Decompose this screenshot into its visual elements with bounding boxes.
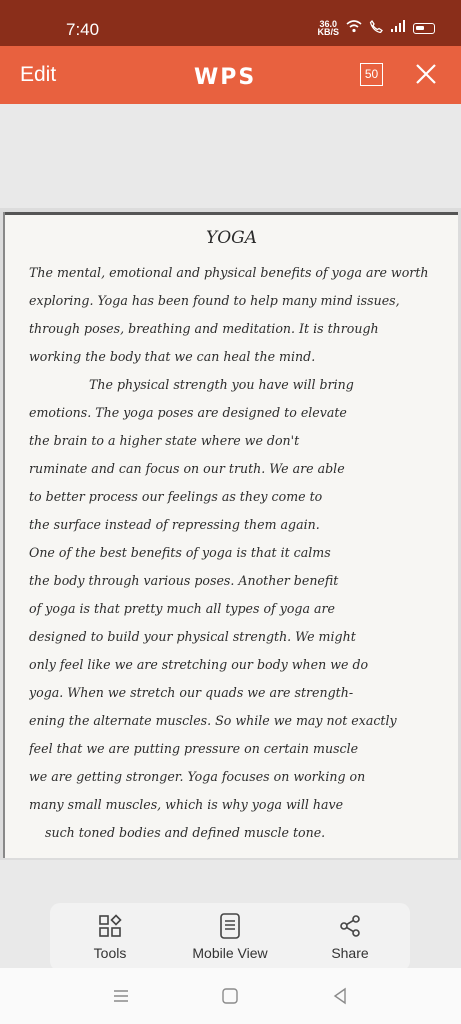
document-line: ening the alternate muscles. So while we may not exactly	[29, 713, 397, 728]
call-icon	[369, 20, 383, 36]
tools-button[interactable]	[50, 903, 170, 971]
document-line: One of the best benefits of yoga is that it calms	[29, 545, 331, 560]
net-speed-value: 36.0	[319, 19, 337, 29]
status-bar	[0, 0, 461, 46]
document-line: The mental, emotional and physical benefits of yoga are worth	[29, 265, 429, 280]
document-line: yoga. When we stretch our quads we are strength-	[29, 685, 354, 700]
mobile-view-label: Mobile View	[192, 945, 268, 961]
document-line: we are getting stronger. Yoga focuses on working on	[29, 769, 366, 784]
document-line: exploring. Yoga has been found to help many mind issues,	[29, 293, 400, 308]
document-line: the brain to a higher state where we don't	[29, 433, 300, 448]
document-line: many small muscles, which is why yoga will have	[29, 797, 344, 812]
document-line: the body through various poses. Another benefit	[29, 573, 339, 588]
edit-button[interactable]: Edit	[20, 63, 57, 86]
document-line: working the body that we can heal the mind.	[29, 349, 316, 364]
document-line: of yoga is that pretty much all types of yoga are	[29, 601, 335, 616]
document-line: designed to build your physical strength. We might	[29, 629, 356, 644]
app-header	[0, 46, 461, 104]
document-viewer[interactable]	[0, 208, 461, 860]
document-page	[3, 212, 458, 858]
document-line: to better process our feelings as they come to	[29, 489, 323, 504]
document-line: feel that we are putting pressure on certain muscle	[29, 741, 359, 756]
document-line: ruminate and can focus on our truth. We are able	[29, 461, 345, 476]
document-line: The physical strength you have will bring	[89, 377, 354, 392]
tools-label: Tools	[93, 945, 127, 961]
net-speed-unit: KB/S	[317, 27, 339, 37]
back-icon[interactable]	[328, 984, 352, 1008]
share-label: Share	[331, 945, 369, 961]
document-line: only feel like we are stretching our body when we do	[29, 657, 369, 672]
signal-icon	[390, 20, 406, 36]
tools-icon	[97, 913, 123, 939]
close-icon[interactable]	[414, 58, 438, 92]
battery-icon	[413, 23, 435, 34]
system-nav-bar	[0, 968, 461, 1024]
document-title: YOGA	[205, 228, 258, 248]
bottom-toolbar	[50, 903, 410, 971]
wifi-icon	[346, 20, 362, 36]
share-button[interactable]	[290, 903, 410, 971]
menu-icon[interactable]	[109, 984, 133, 1008]
document-line: emotions. The yoga poses are designed to elevate	[29, 405, 347, 420]
net-speed	[317, 20, 339, 36]
wps-logo: WPS	[194, 65, 257, 90]
document-line: such toned bodies and defined muscle tone.	[45, 825, 326, 840]
document-line: through poses, breathing and meditation. It is through	[29, 321, 379, 336]
document-background	[0, 104, 461, 208]
page-count-button[interactable]: 50	[360, 63, 383, 86]
home-icon[interactable]	[218, 984, 242, 1008]
status-time: 7:40	[66, 20, 100, 39]
document-line: the surface instead of repressing them again.	[29, 517, 320, 532]
mobile-view-icon	[217, 913, 243, 939]
mobile-view-button[interactable]	[170, 903, 290, 971]
share-icon	[337, 913, 363, 939]
status-icons	[317, 20, 435, 36]
